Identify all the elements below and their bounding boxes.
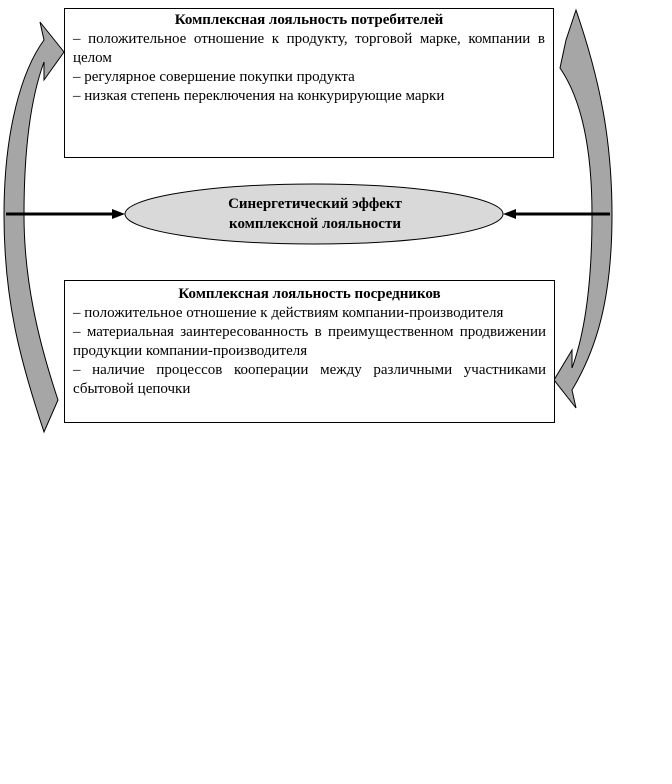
left-curved-arrow <box>4 22 64 432</box>
intermediary-loyalty-item: – наличие процессов кооперации между различными участниками сбытовой цепочки <box>73 362 546 397</box>
intermediary-loyalty-item: – положительное отношение к действиям компании-производителя <box>73 305 504 321</box>
right-curved-arrow <box>554 10 612 408</box>
synergy-label <box>126 184 504 244</box>
intermediary-loyalty-box <box>64 280 555 423</box>
intermediary-loyalty-title: Комплексная лояльность посредников <box>178 286 441 302</box>
consumer-loyalty-title: Комплексная лояльность потребителей <box>174 12 444 28</box>
synergy-label-line2: комплексной лояльности <box>229 216 401 232</box>
synergy-label-line1: Синергетический эффект <box>228 196 402 212</box>
consumer-loyalty-item: – низкая степень переключения на конкурирующие марки <box>73 88 445 104</box>
intermediary-loyalty-item: – материальная заинтересованность в преимущественном продвижении продукции компании-производителя <box>73 324 546 359</box>
consumer-loyalty-item: – положительное отношение к продукту, торговой марке, компании в целом <box>73 31 545 66</box>
right-straight-arrow-head <box>503 209 516 219</box>
consumer-loyalty-box <box>64 8 554 158</box>
consumer-loyalty-item: – регулярное совершение покупки продукта <box>73 69 355 85</box>
left-straight-arrow-head <box>112 209 125 219</box>
